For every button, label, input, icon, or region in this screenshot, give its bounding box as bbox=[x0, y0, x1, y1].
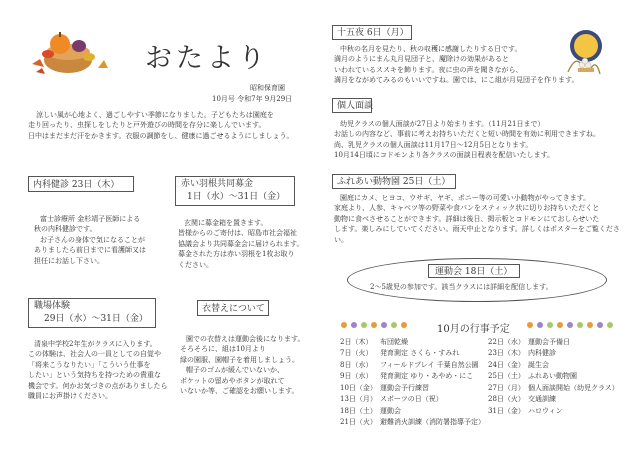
gyoji-event: 避難消火訓練（消防署指導予定） bbox=[380, 418, 485, 427]
naika-line: お子さんの身体で気になることが bbox=[40, 235, 145, 244]
shokuba-line: 「将来こうなりたい」「こういう仕事を bbox=[28, 360, 151, 369]
koromo-line: そろそろに、組は10月より bbox=[180, 345, 266, 354]
fureai-body bbox=[334, 193, 630, 245]
gyoji-item bbox=[488, 348, 636, 360]
gyoji-event: フィールドプレイ 千葉自然公園 bbox=[380, 360, 479, 369]
issue-date: 10月号 令和7年 9月29日 bbox=[212, 95, 293, 103]
gyoji-event: 発育測定 さくら・すみれ bbox=[380, 349, 460, 358]
gyoji-item bbox=[488, 382, 636, 394]
gyoji-date: 7日（火） bbox=[340, 349, 373, 358]
undokai-text: 2～5歳児の参加です。該当クラスには詳細を配信します。 bbox=[370, 283, 553, 291]
jugoya-line: 満月のようにまん丸月見団子と、魔除けの効果があると bbox=[334, 55, 509, 64]
gyoji-item bbox=[340, 394, 496, 406]
gyoji-heading: 10月の行事予定 bbox=[437, 324, 510, 335]
intro-line: 走り回ったり、虫探しをしたりと戸外遊びの時間を存分に楽しんでいます。 bbox=[28, 121, 266, 130]
naika-line: 担任にお話し下さい。 bbox=[34, 256, 104, 265]
kojin-heading: 個人面談 bbox=[332, 98, 372, 113]
gyoji-event: 内科健診 bbox=[528, 349, 556, 358]
koromo-line: ポケットの留めやボタンが取れて bbox=[180, 376, 285, 385]
kojin-line: お話しの内容など、事前に考えお持ちいただくと短い時間を有効に利用できますね。 bbox=[334, 130, 600, 139]
shokuba-period: 29日（水）～31日（金） bbox=[44, 314, 148, 324]
gyoji-event: 交通訓練 bbox=[528, 395, 556, 404]
fureai-heading: ふれあい動物園 25日（土） bbox=[332, 174, 456, 189]
gyoji-list-left bbox=[340, 336, 496, 428]
gyoji-date: 28日（火） bbox=[488, 395, 525, 404]
naika-body bbox=[34, 214, 178, 266]
shokuba-title: 職場体験 bbox=[34, 301, 71, 311]
koromo-line: 帽子のゴムが緩んでいないか、 bbox=[186, 366, 284, 375]
gyoji-date: 9日（水） bbox=[340, 372, 373, 381]
gyoji-date: 13日（月） bbox=[340, 395, 377, 404]
gyoji-date: 24日（金） bbox=[488, 360, 525, 369]
gyoji-item bbox=[340, 336, 496, 348]
akai-line: 協議会より共同募金会に届けられます。 bbox=[178, 239, 304, 248]
gyoji-event: 運動会 bbox=[380, 406, 401, 415]
gyoji-item bbox=[488, 405, 636, 417]
gyoji-event: 個人面談開始（幼児クラス） bbox=[528, 383, 619, 392]
gyoji-date: 2日（木） bbox=[340, 337, 373, 346]
gyoji-item bbox=[340, 382, 496, 394]
gyoji-event: 運動会予行練習 bbox=[380, 383, 429, 392]
naika-heading: 内科健診 23日（木） bbox=[28, 176, 134, 192]
akai-period: 1日（水）～31日（金） bbox=[187, 192, 286, 202]
gyoji-item bbox=[488, 371, 636, 383]
gyoji-list-right bbox=[488, 336, 636, 417]
koromo-line: 園での衣替えは運動会後になります。 bbox=[186, 335, 305, 343]
gyoji-date: 22日（水） bbox=[488, 337, 525, 346]
gyoji-item bbox=[340, 371, 496, 383]
naika-line: 秋の内科健診です。 bbox=[34, 225, 97, 234]
gyoji-date: 25日（土） bbox=[488, 372, 525, 381]
koromo-line: 緑の園服、園帽子を着用しましょう。 bbox=[180, 355, 299, 364]
shokuba-line: 清泉中学校2年生がクラスに入ります。 bbox=[34, 340, 157, 348]
gyoji-item bbox=[488, 394, 636, 406]
akai-body bbox=[178, 218, 322, 270]
akai-line: 募金された方は赤い羽根を1枚お取り bbox=[178, 250, 295, 259]
gyoji-event: 布団乾燥 bbox=[380, 337, 408, 346]
gyoji-item bbox=[340, 417, 496, 429]
gyoji-date: 18日（土） bbox=[340, 406, 377, 415]
gyoji-item bbox=[488, 336, 636, 348]
gyoji-date: 23日（木） bbox=[488, 349, 525, 358]
naika-line: ありましたら前日までに看護師又は bbox=[34, 246, 146, 255]
kojin-line: 10月14日頃にコドモンより各クラスの面談日程表を配信いたします。 bbox=[334, 151, 555, 160]
jugoya-body bbox=[334, 44, 604, 86]
gyoji-item bbox=[488, 359, 636, 371]
school-name: 昭和保育園 bbox=[250, 84, 285, 92]
jugoya-line: 満月をながめてみるのもいいですね。園では、にこ組が月見団子を作ります。 bbox=[334, 76, 579, 85]
naika-line: 富士診療所 金杉靖子医師による bbox=[40, 215, 141, 223]
gyoji-date: 21日（火） bbox=[340, 418, 377, 427]
jugoya-line: いわれているススキを飾ります。夜に虫の声を聞きながら、 bbox=[334, 65, 523, 74]
intro-line: 日中はまだまだ汗をかきます。衣服の調節をし、健康に過ごせるようにしましょう。 bbox=[28, 131, 294, 140]
intro-line: 涼しい風が心地よく、過ごしやすい季節になりました。子どもたちは園庭を bbox=[36, 111, 274, 119]
akai-line: 玄関に募金箱を置きます。 bbox=[184, 219, 268, 227]
undokai-heading: 運動会 18日（土） bbox=[428, 264, 520, 278]
kojin-body bbox=[334, 119, 630, 161]
gyoji-date: 8日（水） bbox=[340, 360, 373, 369]
gyoji-event: スポーツの日（祝） bbox=[380, 395, 443, 404]
koromo-line: いないか等、ご確認をお願いします。 bbox=[180, 387, 299, 396]
fureai-line: 動物に食べさせることができます。詳細は後日、掲示板とコドモンにておしらせいた bbox=[334, 214, 600, 223]
shokuba-heading bbox=[28, 298, 156, 328]
koromo-heading: 衣替えについて bbox=[197, 300, 269, 316]
gyoji-event: 誕生会 bbox=[528, 360, 549, 369]
jugoya-line: 中秋の名月を見たり、秋の収穫に感謝したりする日です。 bbox=[340, 45, 522, 53]
fureai-line: 園庭にカメ、ヒヨコ、ウサギ、ヤギ、ポニー等の可愛い小動物がやってきます。 bbox=[340, 194, 591, 202]
gyoji-item bbox=[340, 359, 496, 371]
fureai-line: します。楽しみにしていてください。雨天中止となります。詳しくはポスターをご覧ください。 bbox=[334, 225, 620, 244]
gyoji-item bbox=[340, 348, 496, 360]
shokuba-line: 職員にお声掛けください。 bbox=[28, 392, 112, 401]
gyoji-date: 31日（金） bbox=[488, 406, 525, 415]
newsletter-title: おたより bbox=[145, 43, 269, 74]
harvest-illustration-icon bbox=[24, 24, 110, 76]
akai-heading bbox=[175, 176, 295, 206]
gyoji-date: 27日（月） bbox=[488, 383, 525, 392]
gyoji-item bbox=[340, 405, 496, 417]
akai-title: 赤い羽根共同募金 bbox=[181, 179, 254, 189]
koromo-body bbox=[180, 334, 330, 396]
fureai-line: 家庭より、人参、キャベツ等の野菜や食パンをスティック状に切りお持ちいただくと bbox=[334, 204, 600, 213]
gyoji-event: ふれあい動物園 bbox=[528, 372, 577, 381]
shokuba-line: 機会です。何かお気づきの点がありましたら bbox=[28, 381, 168, 390]
gyoji-event: 発育測定 ゆり・あやめ・にこ bbox=[380, 372, 474, 381]
akai-line: 皆様からのご寄付は、昭島市社会福祉 bbox=[178, 229, 297, 238]
gyoji-date: 10日（金） bbox=[340, 383, 377, 392]
kojin-line: 幼児クラスの個人面談が27日より始まります。（11月21日まで） bbox=[340, 120, 545, 128]
akai-line: ください。 bbox=[178, 260, 213, 269]
shokuba-line: この体験は、社会人の一員としての自覚や bbox=[28, 350, 161, 359]
shokuba-body bbox=[28, 339, 168, 401]
shokuba-line: したい」という気持ちを持つための貴重な bbox=[28, 371, 161, 380]
kojin-line: 尚、乳児クラスの個人面談は11月17日～12月5日となります。 bbox=[334, 140, 533, 149]
gyoji-event: 運動会予備日 bbox=[528, 337, 570, 346]
jugoya-heading: 十五夜 6日（月） bbox=[332, 25, 412, 40]
gyoji-event: ハロウィン bbox=[528, 406, 563, 415]
intro-paragraph bbox=[28, 110, 320, 141]
